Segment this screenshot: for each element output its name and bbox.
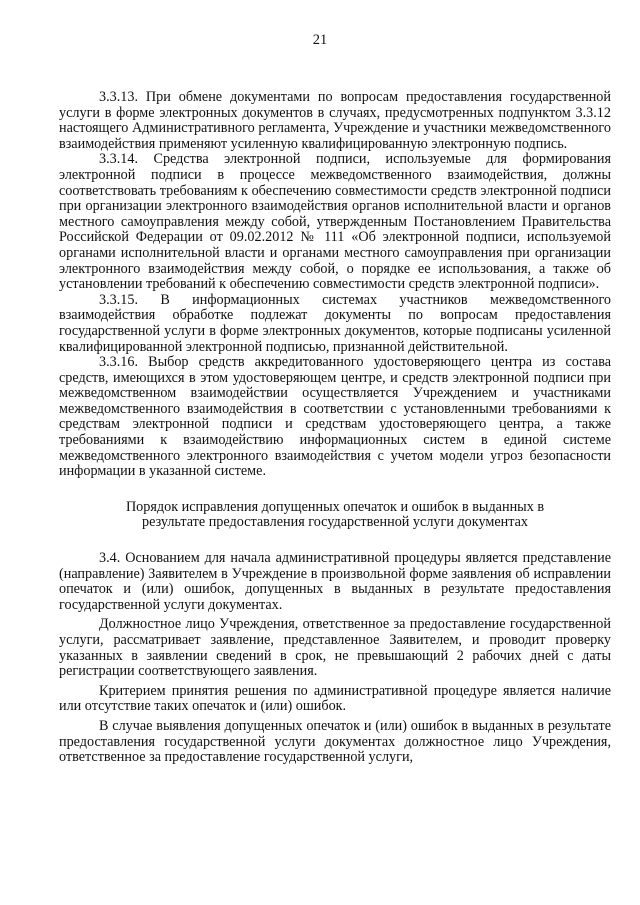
paragraph-3-4: 3.4. Основанием для начала административной процедуры является представление (направление) Заявителем в Учреждение в произвольной форме заявления об исправлении опечаток и (или) ошибок, допущенных в выданных в результате предоставления государственной услуги документах. — [59, 550, 611, 613]
paragraph-3-3-13: 3.3.13. При обмене документами по вопросам предоставления государственной услуги в форме электронных документов в случаях, предусмотренных подпунктом 3.3.12 настоящего Административного регламента, Учреждение и участники межведомственного взаимодействия применяют усиленную квалифицированную электронную подпись. — [59, 89, 611, 152]
page-number: 21 — [312, 32, 328, 48]
paragraph-3-3-16: 3.3.16. Выбор средств аккредитованного удостоверяющего центра из состава средств, имеющихся в этом удостоверяющем центре, и средств электронной подписи при межведомственном взаимодействии осуществляется Учреждением и участниками межведомственного взаимодействия в соответствии с установленными требованиями к средствам электронной подписи и средствам удостоверяющего центра, а также требованиями к взаимодействию информационных систем в единой системе межведомственного электронного взаимодействия с учетом модели угроз безопасности информации в указанной системе. — [59, 354, 611, 480]
paragraph-errors-detected: В случае выявления допущенных опечаток и (или) ошибок в выданных в результате предоставления государственной услуги документах должностное лицо Учреждения, ответственное за предоставление государственной услуги, — [59, 717, 611, 766]
paragraph-official-review: Должностное лицо Учреждения, ответственное за предоставление государственной услуги, рассматривает заявление, представленное Заявителем, и проводит проверку указанных в заявлении сведений в срок, не превышающий 2 рабочих дней с даты регистрации соответствующего заявления. — [59, 616, 611, 680]
section-heading: Порядок исправления допущенных опечаток и ошибок в выданных в результате предоставления государственной услуги документах — [125, 498, 545, 531]
paragraph-decision-criterion: Критерием принятия решения по административной процедуре является наличие или отсутствие таких опечаток и (или) ошибок. — [59, 682, 611, 715]
paragraph-3-3-14: 3.3.14. Средства электронной подписи, используемые для формирования электронной подписи в процессе межведомственного взаимодействия, должны соответствовать требованиям к обеспечению совместимости средств электронной подписи при организации электронного взаимодействия органов исполнительной власти и органов местного самоуправления между собой, утвержденным Постановлением Правительства Российской Федерации от 09.02.2012 № 111 «Об электронной подписи, используемой органами исполнительной власти и органами местного самоуправления при организации электронного взаимодействия между собой, о порядке ее использования, а также об установлении требований к обеспечению совместимости средств электронной подписи». — [59, 151, 611, 293]
document-body — [59, 90, 611, 766]
paragraph-3-3-15: 3.3.15. В информационных системах участников межведомственного взаимодействия обработке подлежат документы по вопросам предоставления государственной услуги в форме электронных документов, которые подписаны усиленной квалифицированной электронной подписью, признанной действительной. — [59, 291, 611, 355]
